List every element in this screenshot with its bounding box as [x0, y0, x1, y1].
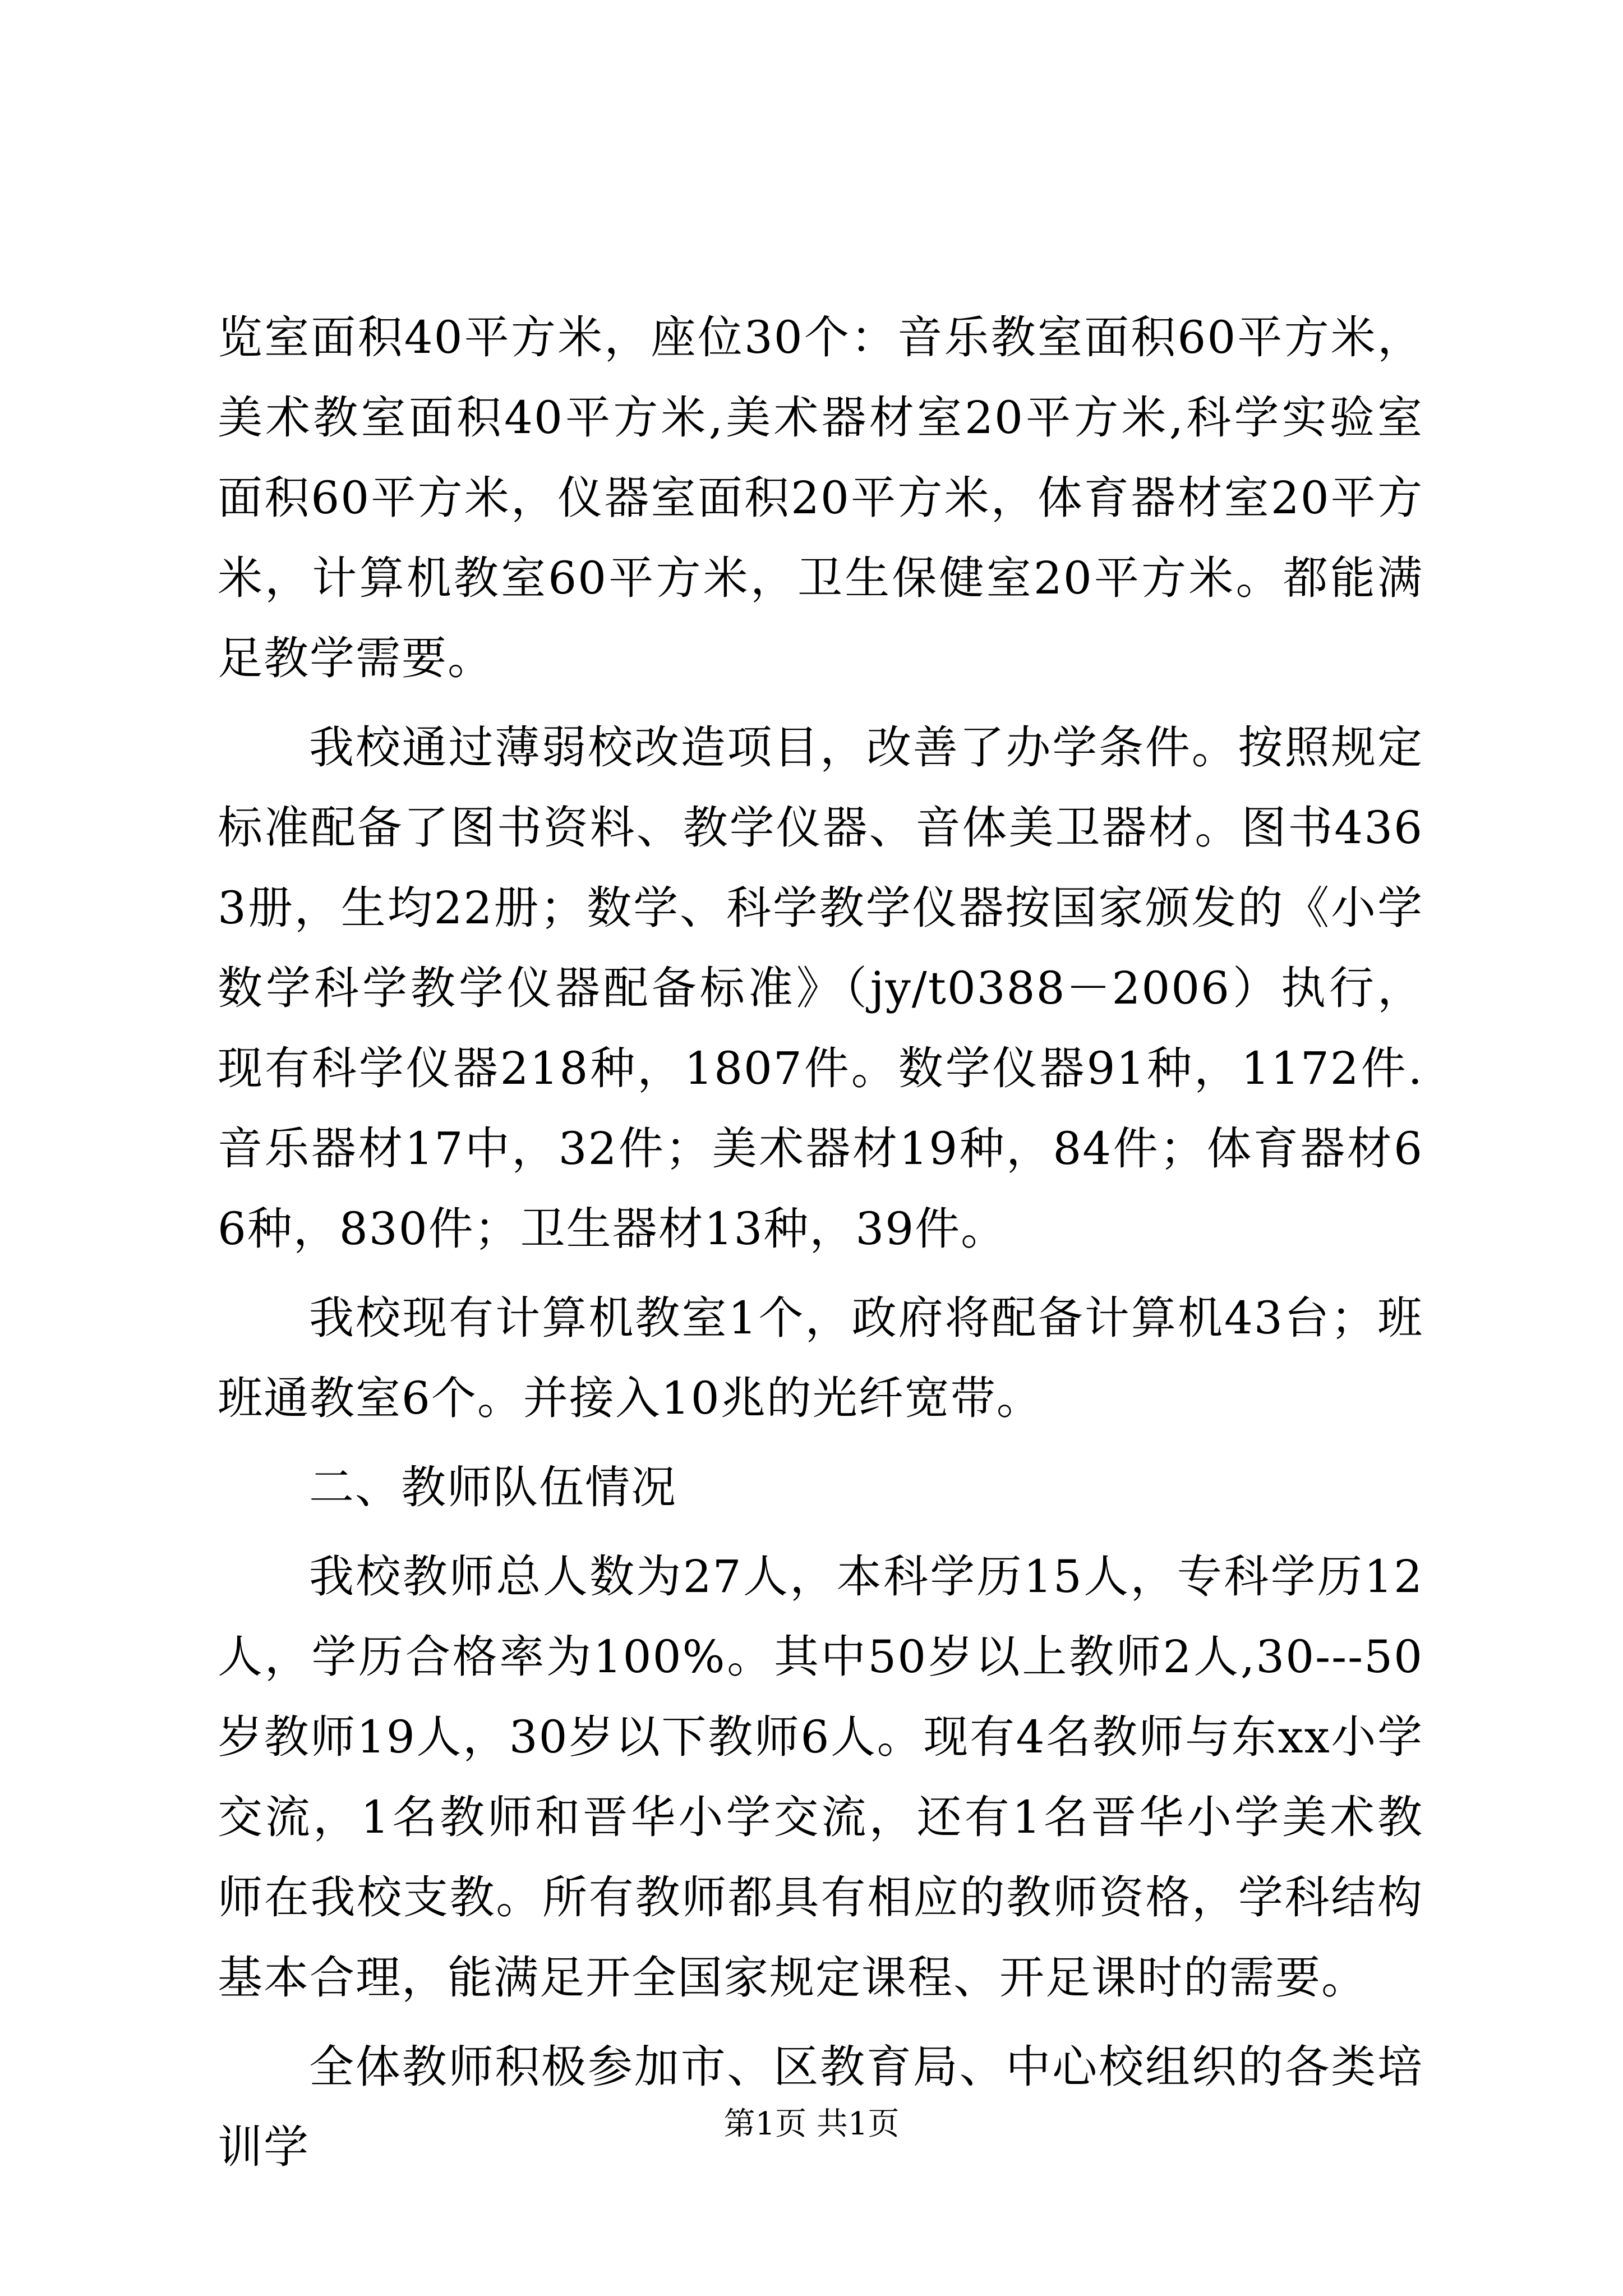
paragraph-facilities-areas: 览室面积40平方米，座位30个：音乐教室面积60平方米，美术教室面积40平方米,美术器材室20平方米,科学实验室面积60平方米，仪器室面积20平方米，体育器材室20平方米，计算机教室60平方米，卫生保健室20平方米。都能满足教学需要。 — [218, 311, 1423, 684]
paragraph-training: 全体教师积极参加市、区教育局、中心校组织的各类培训学 — [218, 2041, 1423, 2173]
paragraph-computer-room: 我校现有计算机教室1个，政府将配备计算机43台；班班通教室6个。并接入10兆的光纤宽带。 — [218, 1292, 1423, 1424]
paragraph-equipment: 我校通过薄弱校改造项目，改善了办学条件。按照规定标准配备了图书资料、教学仪器、音体美卫器材。图书4363册，生均22册；数学、科学教学仪器按国家颁发的《小学数学科学教学仪器配备标准》（jy/t0388－2006）执行，现有科学仪器218种，1807件。数学仪器91种，1172件.音乐器材17中，32件；美术器材19种，84件；体育器材66种，830件；卫生器材13种，39件。 — [218, 721, 1423, 1255]
section-heading-teachers: 二、教师队伍情况 — [309, 1461, 677, 1513]
paragraph-teacher-stats: 我校教师总人数为27人，本科学历15人，专科学历12人，学历合格率为100%。其中50岁以上教师2人,30---50岁教师19人，30岁以下教师6人。现有4名教师与东xx小学交流，1名教师和晋华小学交流，还有1名晋华小学美术教师在我校支教。所有教师都具有相应的教师资格，学科结构基本合理，能满足开全国家规定课程、开足课时的需要。 — [218, 1550, 1423, 2004]
body-text — [218, 297, 1423, 2187]
page-footer: 第1页 共1页 — [723, 2106, 900, 2142]
